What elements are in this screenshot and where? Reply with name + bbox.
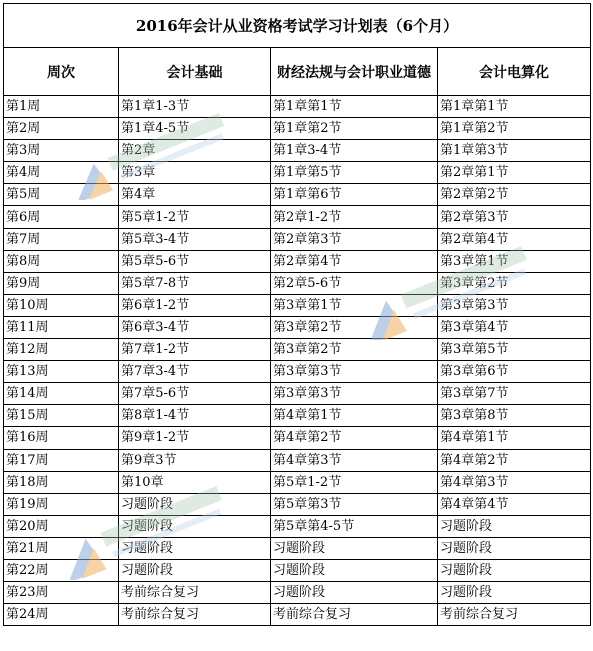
accounting-basics-cell: 第7章3-4节 <box>119 361 271 383</box>
week-cell: 第16周 <box>4 427 119 449</box>
finance-law-cell: 第5章第3节 <box>271 493 438 515</box>
table-row <box>4 118 591 140</box>
table-row <box>4 383 591 405</box>
finance-law-cell: 第3章第3节 <box>271 383 438 405</box>
accounting-basics-cell: 习题阶段 <box>119 559 271 581</box>
week-cell: 第21周 <box>4 537 119 559</box>
week-cell: 第20周 <box>4 515 119 537</box>
finance-law-cell: 第1章3-4节 <box>271 140 438 162</box>
header-row <box>4 48 591 96</box>
computerized-cell: 第2章第1节 <box>438 162 591 184</box>
header-week: 周次 <box>4 48 119 96</box>
study-plan-table <box>3 3 591 626</box>
table-title: 2016年会计从业资格考试学习计划表（6个月） <box>4 4 591 48</box>
table-row <box>4 493 591 515</box>
finance-law-cell: 第3章第2节 <box>271 316 438 338</box>
table-row <box>4 272 591 294</box>
table-row <box>4 361 591 383</box>
finance-law-cell: 第2章5-6节 <box>271 272 438 294</box>
finance-law-cell: 习题阶段 <box>271 582 438 604</box>
week-cell: 第17周 <box>4 449 119 471</box>
computerized-cell: 第4章第1节 <box>438 427 591 449</box>
accounting-basics-cell: 习题阶段 <box>119 515 271 537</box>
week-cell: 第22周 <box>4 559 119 581</box>
computerized-cell: 第3章第4节 <box>438 316 591 338</box>
accounting-basics-cell: 第5章7-8节 <box>119 272 271 294</box>
finance-law-cell: 第3章第1节 <box>271 294 438 316</box>
accounting-basics-cell: 习题阶段 <box>119 493 271 515</box>
accounting-basics-cell: 第7章1-2节 <box>119 339 271 361</box>
finance-law-cell: 第1章第5节 <box>271 162 438 184</box>
accounting-basics-cell: 第2章 <box>119 140 271 162</box>
finance-law-cell: 第4章第1节 <box>271 405 438 427</box>
computerized-cell: 第2章第4节 <box>438 228 591 250</box>
computerized-cell: 第2章第2节 <box>438 184 591 206</box>
table-row <box>4 184 591 206</box>
computerized-cell: 考前综合复习 <box>438 604 591 626</box>
table-row <box>4 162 591 184</box>
computerized-cell: 第3章第8节 <box>438 405 591 427</box>
week-cell: 第11周 <box>4 316 119 338</box>
computerized-cell: 第1章第3节 <box>438 140 591 162</box>
week-cell: 第5周 <box>4 184 119 206</box>
finance-law-cell: 第5章第4-5节 <box>271 515 438 537</box>
table-row <box>4 449 591 471</box>
computerized-cell: 第3章第7节 <box>438 383 591 405</box>
computerized-cell: 第4章第2节 <box>438 449 591 471</box>
title-row <box>4 4 591 48</box>
computerized-cell: 第3章第1节 <box>438 250 591 272</box>
table-row <box>4 582 591 604</box>
computerized-cell: 习题阶段 <box>438 559 591 581</box>
computerized-cell: 习题阶段 <box>438 537 591 559</box>
accounting-basics-cell: 第7章5-6节 <box>119 383 271 405</box>
computerized-cell: 第2章第3节 <box>438 206 591 228</box>
finance-law-cell: 考前综合复习 <box>271 604 438 626</box>
finance-law-cell: 第1章第1节 <box>271 96 438 118</box>
table-row <box>4 427 591 449</box>
week-cell: 第3周 <box>4 140 119 162</box>
table-row <box>4 471 591 493</box>
week-cell: 第6周 <box>4 206 119 228</box>
finance-law-cell: 第1章第2节 <box>271 118 438 140</box>
week-cell: 第13周 <box>4 361 119 383</box>
finance-law-cell: 第3章第2节 <box>271 339 438 361</box>
study-plan-document <box>3 3 590 648</box>
week-cell: 第4周 <box>4 162 119 184</box>
finance-law-cell: 第2章第4节 <box>271 250 438 272</box>
accounting-basics-cell: 第9章3节 <box>119 449 271 471</box>
table-row <box>4 604 591 626</box>
week-cell: 第1周 <box>4 96 119 118</box>
accounting-basics-cell: 第1章4-5节 <box>119 118 271 140</box>
week-cell: 第14周 <box>4 383 119 405</box>
finance-law-cell: 习题阶段 <box>271 559 438 581</box>
accounting-basics-cell: 第5章1-2节 <box>119 206 271 228</box>
finance-law-cell: 第5章1-2节 <box>271 471 438 493</box>
computerized-cell: 第4章第4节 <box>438 493 591 515</box>
finance-law-cell: 第2章1-2节 <box>271 206 438 228</box>
computerized-cell: 第3章第3节 <box>438 294 591 316</box>
finance-law-cell: 第4章第2节 <box>271 427 438 449</box>
accounting-basics-cell: 第9章1-2节 <box>119 427 271 449</box>
week-cell: 第18周 <box>4 471 119 493</box>
week-cell: 第10周 <box>4 294 119 316</box>
computerized-cell: 第1章第1节 <box>438 96 591 118</box>
accounting-basics-cell: 考前综合复习 <box>119 604 271 626</box>
week-cell: 第2周 <box>4 118 119 140</box>
accounting-basics-cell: 第8章1-4节 <box>119 405 271 427</box>
accounting-basics-cell: 第3章 <box>119 162 271 184</box>
week-cell: 第23周 <box>4 582 119 604</box>
accounting-basics-cell: 考前综合复习 <box>119 582 271 604</box>
table-row <box>4 294 591 316</box>
accounting-basics-cell: 习题阶段 <box>119 537 271 559</box>
week-cell: 第9周 <box>4 272 119 294</box>
computerized-cell: 第3章第2节 <box>438 272 591 294</box>
table-row <box>4 250 591 272</box>
computerized-cell: 习题阶段 <box>438 582 591 604</box>
accounting-basics-cell: 第6章1-2节 <box>119 294 271 316</box>
table-row <box>4 96 591 118</box>
finance-law-cell: 习题阶段 <box>271 537 438 559</box>
computerized-cell: 第3章第6节 <box>438 361 591 383</box>
week-cell: 第8周 <box>4 250 119 272</box>
finance-law-cell: 第1章第6节 <box>271 184 438 206</box>
computerized-cell: 第3章第5节 <box>438 339 591 361</box>
finance-law-cell: 第4章第3节 <box>271 449 438 471</box>
table-row <box>4 339 591 361</box>
header-finance-law-ethics: 财经法规与会计职业道德 <box>271 48 438 96</box>
accounting-basics-cell: 第6章3-4节 <box>119 316 271 338</box>
table-row <box>4 206 591 228</box>
table-row <box>4 228 591 250</box>
accounting-basics-cell: 第10章 <box>119 471 271 493</box>
accounting-basics-cell: 第4章 <box>119 184 271 206</box>
accounting-basics-cell: 第1章1-3节 <box>119 96 271 118</box>
week-cell: 第24周 <box>4 604 119 626</box>
table-row <box>4 559 591 581</box>
table-row <box>4 537 591 559</box>
computerized-cell: 第4章第3节 <box>438 471 591 493</box>
header-computerized-accounting: 会计电算化 <box>438 48 591 96</box>
week-cell: 第7周 <box>4 228 119 250</box>
finance-law-cell: 第2章第3节 <box>271 228 438 250</box>
accounting-basics-cell: 第5章3-4节 <box>119 228 271 250</box>
finance-law-cell: 第3章第3节 <box>271 361 438 383</box>
table-row <box>4 515 591 537</box>
table-row <box>4 405 591 427</box>
computerized-cell: 第1章第2节 <box>438 118 591 140</box>
week-cell: 第15周 <box>4 405 119 427</box>
week-cell: 第12周 <box>4 339 119 361</box>
table-body <box>4 96 591 626</box>
accounting-basics-cell: 第5章5-6节 <box>119 250 271 272</box>
computerized-cell: 习题阶段 <box>438 515 591 537</box>
header-accounting-basics: 会计基础 <box>119 48 271 96</box>
table-row <box>4 140 591 162</box>
table-row <box>4 316 591 338</box>
week-cell: 第19周 <box>4 493 119 515</box>
